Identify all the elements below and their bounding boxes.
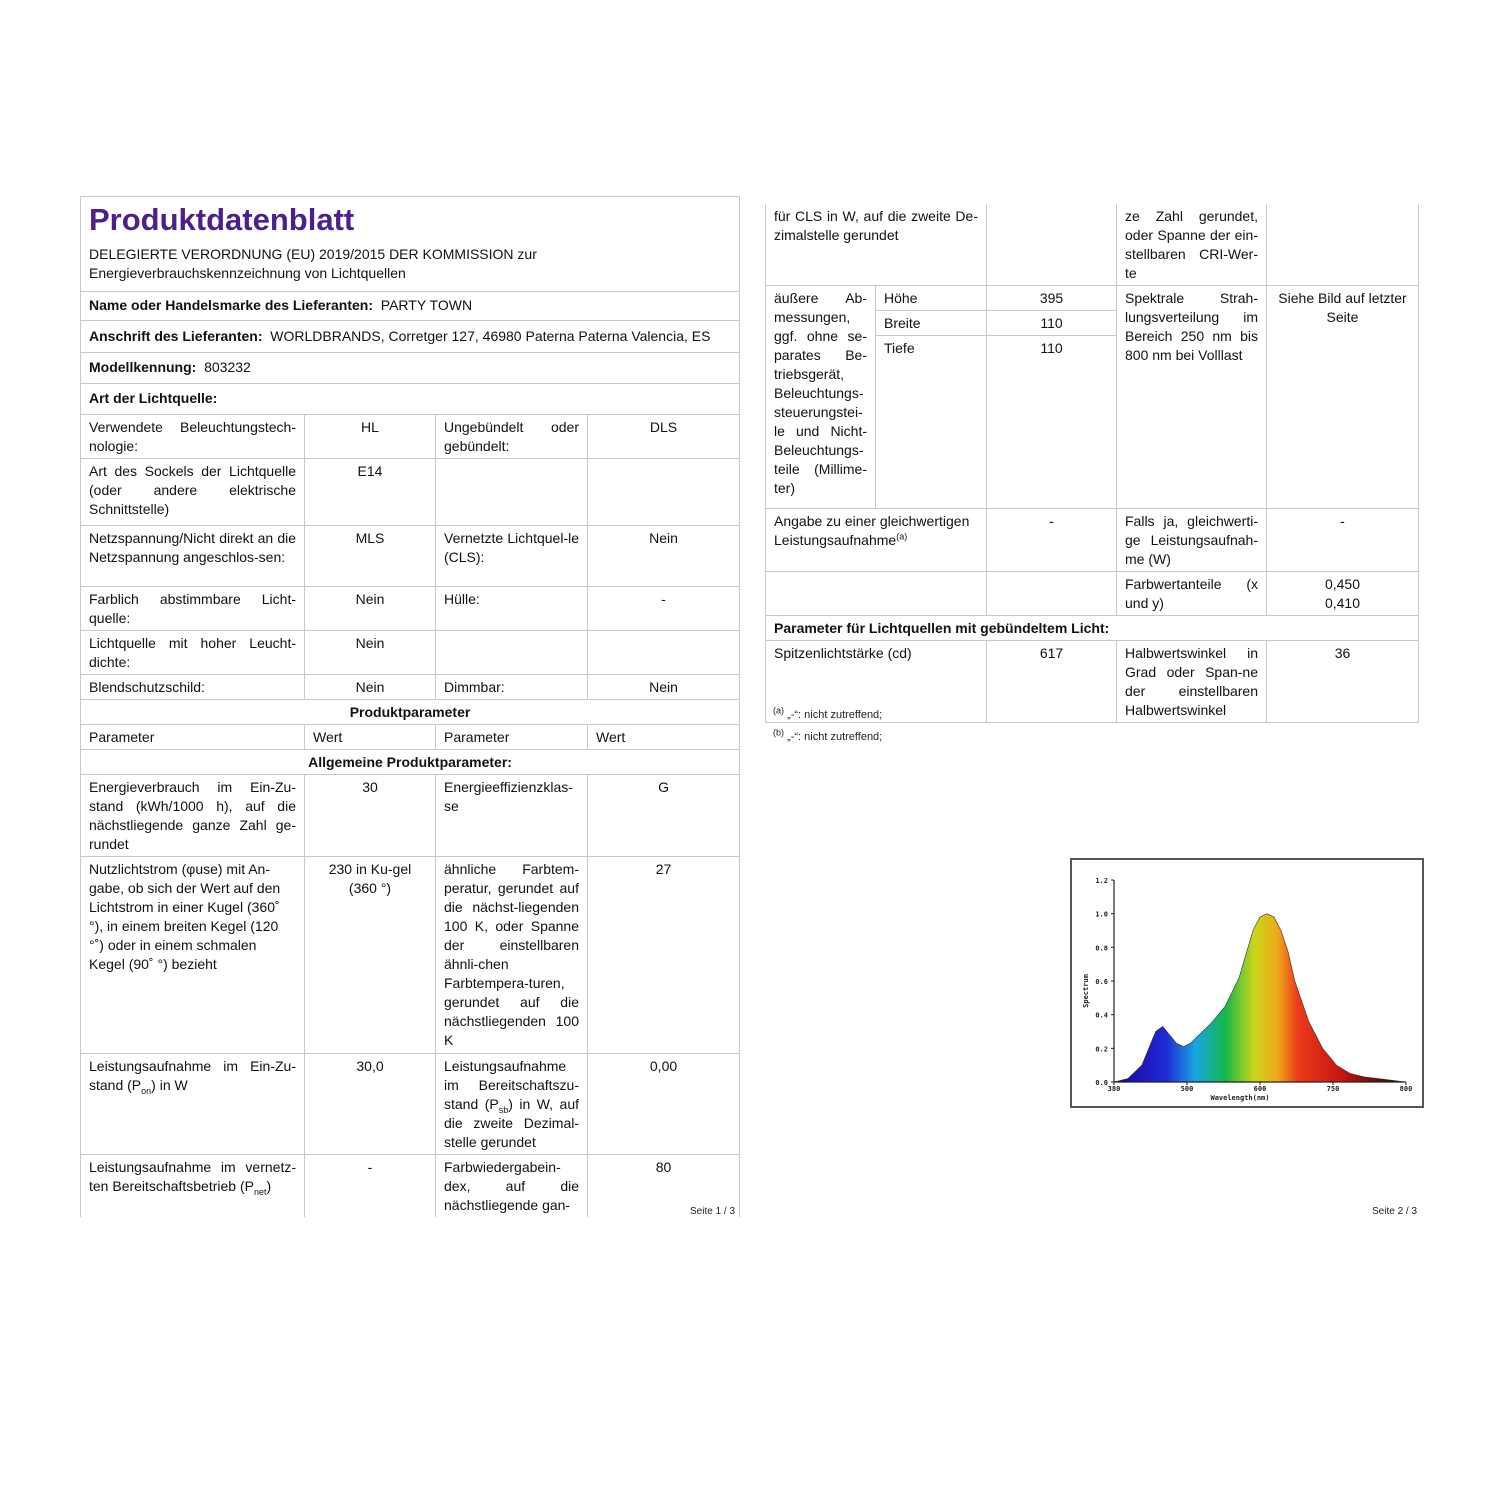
- table-cell: Nein: [305, 587, 436, 631]
- table-cell: Nein: [305, 631, 436, 675]
- product-data-table-page2: [765, 204, 1419, 723]
- col-header-value: Wert: [305, 725, 436, 750]
- supplier-name-label: Name oder Handelsmarke des Lieferanten:: [89, 297, 373, 313]
- col-header-param: Parameter: [81, 725, 305, 750]
- table-cell: [436, 1054, 588, 1155]
- standby-text: Leistungsaufnahme im Bereitschaftszu-stand (P: [444, 1058, 579, 1112]
- footnote-a-mark: (a): [773, 705, 784, 716]
- light-source-type-label: Art der Lichtquelle:: [81, 384, 740, 415]
- width-label: Breite: [876, 311, 987, 336]
- supplier-name-row: [81, 292, 740, 321]
- table-cell: Farbwiedergabein-dex, auf die nächstliegende gan-: [436, 1155, 588, 1218]
- table-cell: ze Zahl gerundet, oder Spanne der ein-stellbaren CRI-Wer-te: [1117, 204, 1267, 286]
- equiv-power-value: -: [987, 508, 1117, 571]
- x-tick-label: 800: [1399, 1085, 1413, 1093]
- peak-intensity-label: Spitzenlichtstärke (cd): [766, 640, 987, 722]
- power-on-text: Leistungsaufnahme im Ein-Zu-stand (P: [89, 1058, 296, 1093]
- col-header-value: Wert: [588, 725, 740, 750]
- dimensions-label: äußere Ab-messungen, ggf. ohne se-parates Be-triebsgerät, Beleuchtungs-steuerungstei-le und Nicht-Beleuchtungs-teile (Millime-ter): [766, 286, 876, 509]
- table-cell: -: [588, 587, 740, 631]
- table-cell: Nein: [588, 526, 740, 587]
- table-cell: HL: [305, 415, 436, 459]
- y-tick-label: 0.2: [1095, 1045, 1108, 1054]
- chromaticity-label: Farbwertanteile (x und y): [1117, 571, 1267, 615]
- table-cell: Farblich abstimmbare Licht-quelle:: [81, 587, 305, 631]
- table-cell: 27: [588, 857, 740, 1054]
- table-cell: [876, 360, 987, 508]
- y-tick-label: 0.6: [1095, 978, 1108, 986]
- supplier-address: WORLDBRANDS, Corretger 127, 46980 Paterna Paterna Valencia, ES: [270, 328, 711, 344]
- table-cell: 230 in Ku-gel (360 °): [305, 857, 436, 1054]
- width-value: 110: [987, 311, 1117, 336]
- table-cell: Verwendete Beleuchtungstech-nologie:: [81, 415, 305, 459]
- height-value: 395: [987, 286, 1117, 311]
- supplier-address-row: [81, 321, 740, 353]
- table-cell: Art des Sockels der Lichtquelle (oder andere elektrische Schnittstelle): [81, 459, 305, 526]
- network-standby-sub: net: [253, 1186, 267, 1197]
- regulation-text: DELEGIERTE VERORDNUNG (EU) 2019/2015 DER KOMMISSION zur Energieverbrauchskennzeichnung von Lichtquellen: [89, 246, 537, 281]
- table-cell: Netzspannung/Nicht direkt an die Netzspannung angeschlos-sen:: [81, 526, 305, 587]
- product-params-header: Produktparameter: [81, 700, 740, 725]
- footnote-b-text: „-“: nicht zutreffend;: [787, 731, 883, 743]
- supplier-address-label: Anschrift des Lieferanten:: [89, 328, 263, 344]
- x-tick-label: 750: [1326, 1085, 1340, 1093]
- beam-angle-label: Halbwertswinkel in Grad oder Span-ne der einstellbaren Halbwertswinkel: [1117, 640, 1267, 722]
- model-label: Modellkennung:: [89, 359, 197, 375]
- equiv-power-label: Angabe zu einer gleichwertigen Leistungsaufnahme: [774, 512, 970, 548]
- table-cell: [588, 459, 740, 526]
- page-number-2: Seite 2 / 3: [1372, 1206, 1418, 1217]
- spectrum-chart: [1070, 858, 1424, 1108]
- y-tick-label: 0.8: [1095, 944, 1108, 953]
- network-standby-text: Leistungsaufnahme im vernetz-ten Bereitschaftsbetrieb (P: [89, 1159, 296, 1194]
- table-cell: 30,0: [305, 1054, 436, 1155]
- network-standby-end: ): [266, 1178, 272, 1194]
- table-cell: [436, 631, 588, 675]
- table-cell: Energieverbrauch im Ein-Zu-stand (kWh/1000 h), auf die nächstliegende ganze Zahl ge-rundet: [81, 775, 305, 857]
- standby-unit: ) in W, auf die zweite Dezimal-stelle gerundet: [444, 1096, 579, 1150]
- depth-value: 110: [987, 336, 1117, 361]
- table-cell: 80: [588, 1155, 740, 1218]
- spectrum-chart-svg: [1072, 860, 1422, 1106]
- general-params-header: Allgemeine Produktparameter:: [81, 750, 740, 775]
- table-cell: [987, 571, 1117, 615]
- table-cell: [987, 360, 1117, 508]
- table-cell: [81, 1155, 305, 1218]
- x-tick-label: 500: [1180, 1085, 1194, 1093]
- y-axis-label: Spectrum: [1082, 974, 1090, 1008]
- footnote-b: [773, 728, 882, 747]
- table-cell: [81, 1054, 305, 1155]
- table-cell: Hülle:: [436, 587, 588, 631]
- chromaticity-y: 0,410: [1324, 594, 1361, 611]
- table-cell: für CLS in W, auf die zweite De-zimalstelle gerundet: [766, 204, 987, 286]
- x-axis-label: Wavelength(nm): [1210, 1094, 1270, 1102]
- table-cell: Nein: [305, 675, 436, 700]
- page-title: Produktdatenblatt: [89, 202, 355, 237]
- table-cell: 0,00: [588, 1054, 740, 1155]
- table-cell: [436, 459, 588, 526]
- table-cell: [987, 204, 1117, 286]
- y-tick-label: 1.2: [1095, 877, 1108, 885]
- product-data-table-page1: [80, 196, 740, 1217]
- footnote-b-mark: (b): [773, 727, 784, 738]
- table-cell: [766, 571, 987, 615]
- x-tick-label: 380: [1107, 1085, 1121, 1093]
- table-cell: ähnliche Farbtem-peratur, gerundet auf die nächst-liegenden 100 K, oder Spanne der einstellbaren ähnli-chen Farbtempera-turen, gerundet auf die nächstliegenden 100 K: [436, 857, 588, 1054]
- supplier-name: PARTY TOWN: [380, 297, 473, 313]
- y-tick-label: 0.0: [1095, 1079, 1108, 1087]
- table-cell: Energieeffizienzklas-se: [436, 775, 588, 857]
- chromaticity-values: [1267, 571, 1419, 615]
- table-cell: E14: [305, 459, 436, 526]
- chromaticity-x: 0,450: [1324, 575, 1361, 592]
- equiv-yes-value: -: [1267, 508, 1419, 571]
- depth-label: Tiefe: [876, 336, 987, 361]
- power-on-unit: ) in W: [151, 1077, 188, 1093]
- spectral-label: Spektrale Strah-lungsverteilung im Bereich 250 nm bis 800 nm bei Volllast: [1117, 286, 1267, 509]
- table-cell: Blendschutzschild:: [81, 675, 305, 700]
- beam-angle-value: 36: [1267, 640, 1419, 722]
- table-cell: [1267, 204, 1419, 286]
- table-cell: Lichtquelle mit hoher Leucht-dichte:: [81, 631, 305, 675]
- table-cell: DLS: [588, 415, 740, 459]
- y-tick-label: 1.0: [1095, 910, 1108, 919]
- power-on-sub: on: [141, 1085, 152, 1096]
- table-cell: Ungebündelt oder gebündelt:: [436, 415, 588, 459]
- table-cell: [766, 508, 987, 571]
- standby-sub: sb: [498, 1104, 509, 1115]
- spectral-value: Siehe Bild auf letzter Seite: [1267, 286, 1419, 509]
- y-tick-label: 0.4: [1095, 1011, 1108, 1020]
- height-label: Höhe: [876, 286, 987, 311]
- model-number: 803232: [204, 359, 251, 375]
- table-cell: -: [305, 1155, 436, 1218]
- table-cell: [588, 631, 740, 675]
- peak-intensity-value: 617: [987, 640, 1117, 722]
- equiv-power-sup: (a): [896, 530, 908, 541]
- directional-header: Parameter für Lichtquellen mit gebündeltem Licht:: [766, 615, 1419, 640]
- table-cell: Nutzlichtstrom (φuse) mit An-gabe, ob sich der Wert auf den Lichtstrom in einer Kugel (360˚ °), in einem breiten Kegel (120 °˚) oder in einem schmalen Kegel (90˚ °) bezieht: [81, 857, 305, 1054]
- table-cell: MLS: [305, 526, 436, 587]
- col-header-param: Parameter: [436, 725, 588, 750]
- footnote-a: [773, 706, 882, 725]
- page-number-1: Seite 1 / 3: [690, 1206, 736, 1217]
- footnote-a-text: „-“: nicht zutreffend;: [787, 709, 883, 721]
- table-cell: Vernetzte Lichtquel-le (CLS):: [436, 526, 588, 587]
- table-cell: G: [588, 775, 740, 857]
- x-tick-label: 600: [1253, 1085, 1267, 1093]
- model-row: [81, 353, 740, 384]
- equiv-yes-label: Falls ja, gleichwerti-ge Leistungsaufnah-me (W): [1117, 508, 1267, 571]
- table-cell: Nein: [588, 675, 740, 700]
- table-cell: Dimmbar:: [436, 675, 588, 700]
- table-cell: 30: [305, 775, 436, 857]
- spectrum-area: [1114, 914, 1406, 1082]
